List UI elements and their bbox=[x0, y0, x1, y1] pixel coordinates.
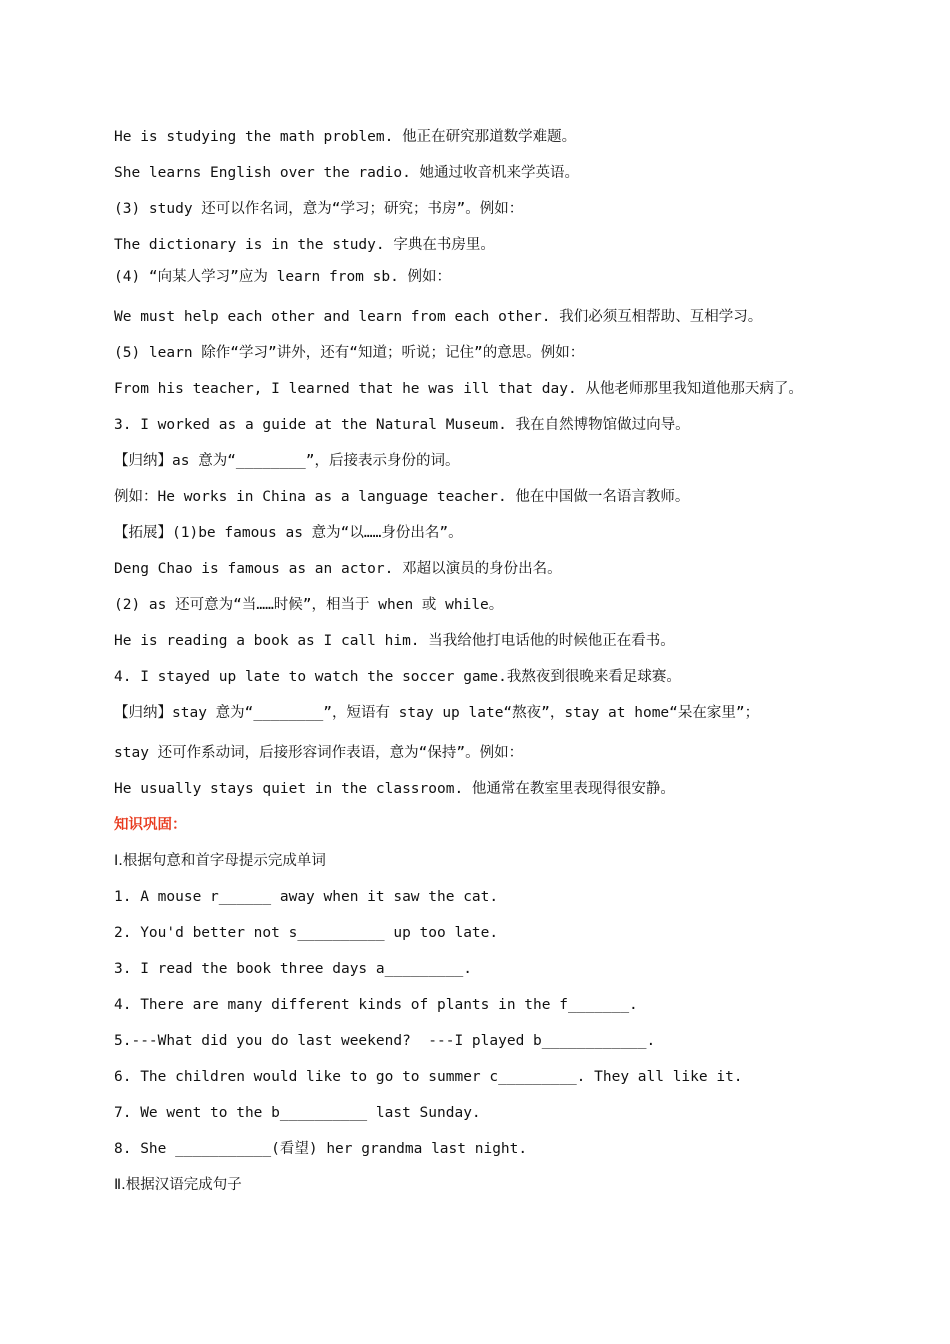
exercise-item: 4. There are many different kinds of plants in the f_______. bbox=[114, 997, 638, 1013]
exercise-title: Ⅱ.根据汉语完成句子 bbox=[114, 1177, 242, 1193]
text-line: He is studying the math problem. 他正在研究那道数学难题。 bbox=[114, 129, 577, 145]
text-line: (5) learn 除作“学习”讲外，还有“知道；听说；记住”的意思。例如： bbox=[114, 345, 585, 361]
text-line: Deng Chao is famous as an actor. 邓超以演员的身份出名。 bbox=[114, 561, 562, 577]
text-line: She learns English over the radio. 她通过收音机来学英语。 bbox=[114, 165, 580, 181]
text-line: 3. I worked as a guide at the Natural Museum. 我在自然博物馆做过向导。 bbox=[114, 417, 690, 433]
text-line: 例如：He works in China as a language teacher. 他在中国做一名语言教师。 bbox=[114, 489, 690, 505]
text-line: The dictionary is in the study. 字典在书房里。 bbox=[114, 237, 495, 253]
exercise-item: 1. A mouse r______ away when it saw the cat. bbox=[114, 889, 499, 905]
text-line: (4) “向某人学习”应为 learn from sb. 例如： bbox=[114, 269, 452, 285]
text-line: 【拓展】(1)be famous as 意为“以……身份出名”。 bbox=[114, 525, 463, 541]
exercise-item: 7. We went to the b__________ last Sunday. bbox=[114, 1105, 481, 1121]
section-heading: 知识巩固： bbox=[114, 817, 187, 833]
exercise-item: 8. She ___________(看望) her grandma last night. bbox=[114, 1141, 528, 1157]
text-line: (2) as 还可意为“当……时候”，相当于 when 或 while。 bbox=[114, 597, 504, 613]
text-line: stay 还可作系动词，后接形容词作表语，意为“保持”。例如： bbox=[114, 745, 524, 761]
exercise-item: 6. The children would like to go to summer c_________. They all like it. bbox=[114, 1069, 743, 1085]
text-line: We must help each other and learn from each other. 我们必须互相帮助、互相学习。 bbox=[114, 309, 763, 325]
exercise-item: 5.---What did you do last weekend? ---I played b____________. bbox=[114, 1033, 656, 1049]
text-line: From his teacher, I learned that he was ill that day. 从他老师那里我知道他那天病了。 bbox=[114, 381, 803, 397]
exercise-title: Ⅰ.根据句意和首字母提示完成单词 bbox=[114, 853, 326, 869]
text-line: 【归纳】stay 意为“________”，短语有 stay up late“熬夜”，stay at home“呆在家里”； bbox=[114, 705, 760, 721]
text-line: He is reading a book as I call him. 当我给他打电话他的时候他正在看书。 bbox=[114, 633, 675, 649]
exercise-item: 2. You'd better not s__________ up too late. bbox=[114, 925, 499, 941]
text-line: 【归纳】as 意为“________”，后接表示身份的词。 bbox=[114, 453, 460, 469]
text-line: He usually stays quiet in the classroom. 他通常在教室里表现得很安静。 bbox=[114, 781, 675, 797]
text-line: (3) study 还可以作名词，意为“学习；研究；书房”。例如： bbox=[114, 201, 524, 217]
text-line: 4. I stayed up late to watch the soccer game.我熬夜到很晚来看足球赛。 bbox=[114, 669, 681, 685]
exercise-item: 3. I read the book three days a_________. bbox=[114, 961, 472, 977]
